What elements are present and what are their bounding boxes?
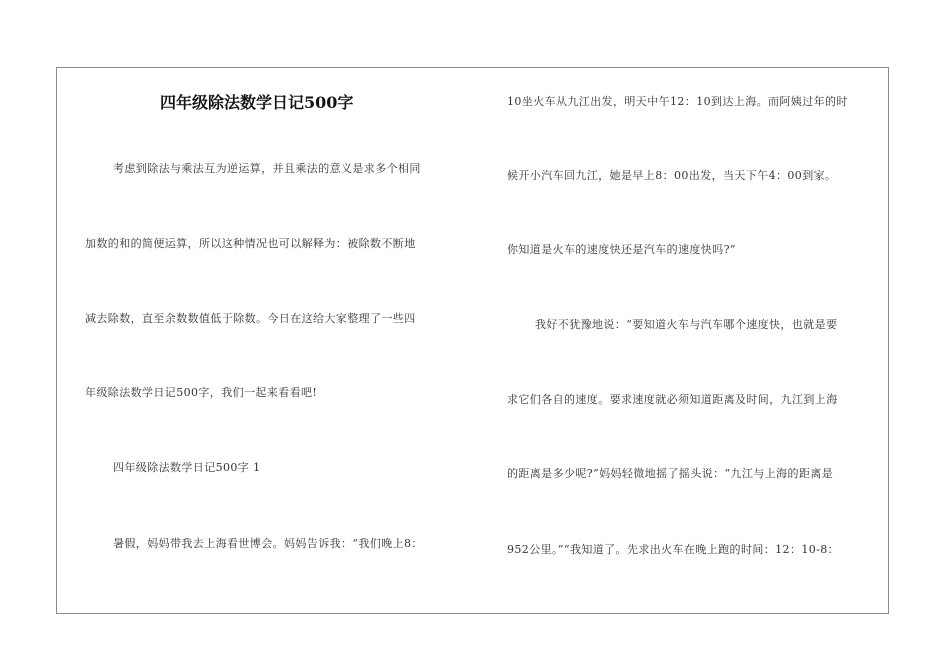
left-column [85,68,465,613]
section-heading: 四年级除法数学日记500字 1 [113,461,261,474]
document-page [56,67,889,614]
document-title: 四年级除法数学日记500字 [160,93,354,112]
paragraph-line: 候开小汽车回九江，她是早上8：00出发，当天下午4：00到家。 [507,169,837,182]
paragraph-line: 考虑到除法与乘法互为逆运算，并且乘法的意义是求多个相同 [113,162,421,175]
paragraph-line: 10坐火车从九江出发，明天中午12：10到达上海。而阿姨过年的时 [507,95,848,108]
paragraph-line: 你知道是火车的速度快还是汽车的速度快吗?” [507,243,736,256]
paragraph-line: 的距离是多少呢?”妈妈轻微地摇了摇头说：“九江与上海的距离是 [507,467,834,480]
right-column [507,68,887,613]
paragraph-line: 952公里。”“我知道了。先求出火车在晚上跑的时间：12：10-8： [507,543,840,556]
paragraph-line: 减去除数，直至余数数值低于除数。今日在这给大家整理了一些四 [85,312,416,325]
paragraph-line: 求它们各自的速度。要求速度就必须知道距离及时间，九江到上海 [507,393,838,406]
paragraph-line: 年级除法数学日记500字，我们一起来看看吧! [85,386,318,399]
paragraph-line: 加数的和的简便运算，所以这种情况也可以解释为：被除数不断地 [85,237,416,250]
paragraph-line: 我好不犹豫地说：“要知道火车与汽车哪个速度快，也就是要 [535,318,838,331]
paragraph-line: 暑假，妈妈带我去上海看世博会。妈妈告诉我：“我们晚上8： [113,537,423,550]
